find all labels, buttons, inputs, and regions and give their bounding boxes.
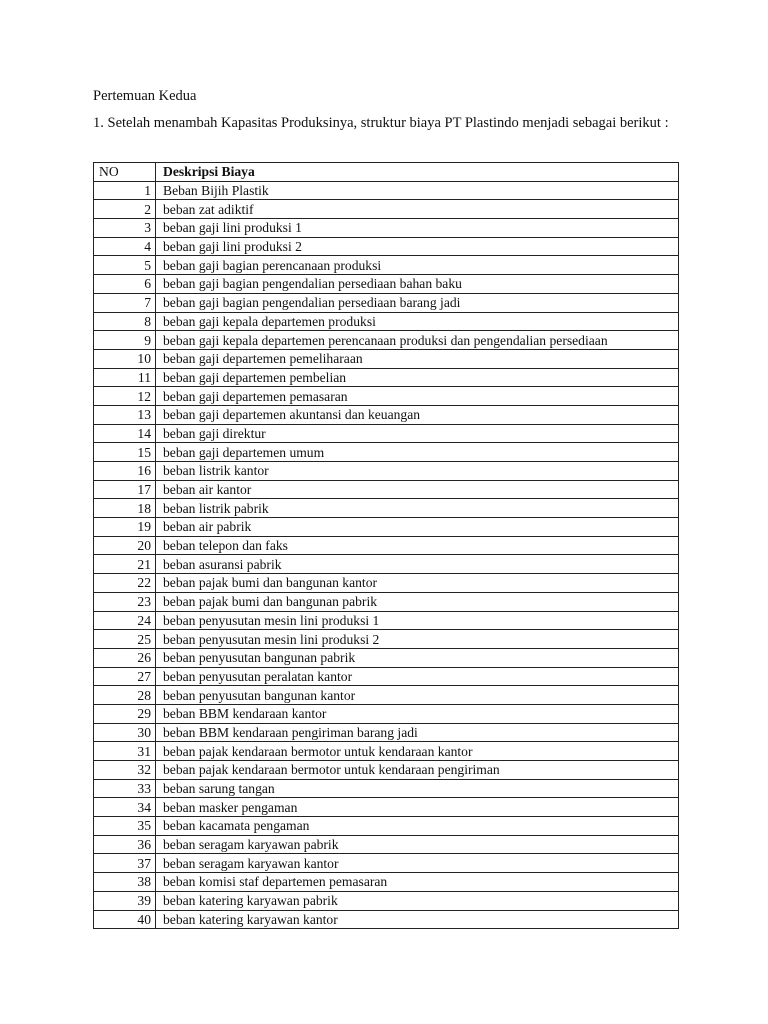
cost-description-cell: beban gaji lini produksi 1 xyxy=(156,219,679,238)
cost-description-cell: beban seragam karyawan kantor xyxy=(156,854,679,873)
cost-description-cell: beban asuransi pabrik xyxy=(156,555,679,574)
table-row xyxy=(94,630,679,649)
cost-description-cell: beban gaji departemen akuntansi dan keuangan xyxy=(156,405,679,424)
cost-description-cell: beban gaji bagian pengendalian persediaan bahan baku xyxy=(156,275,679,294)
row-number-cell: 27 xyxy=(94,667,156,686)
cost-description-cell: beban gaji bagian perencanaan produksi xyxy=(156,256,679,275)
row-number-cell: 26 xyxy=(94,648,156,667)
table-row xyxy=(94,312,679,331)
row-number-cell: 20 xyxy=(94,536,156,555)
table-row xyxy=(94,779,679,798)
table-row xyxy=(94,555,679,574)
row-number-cell: 11 xyxy=(94,368,156,387)
document-heading: Pertemuan Kedua xyxy=(93,88,197,104)
table-row xyxy=(94,891,679,910)
row-number-cell: 34 xyxy=(94,798,156,817)
row-number-cell: 12 xyxy=(94,387,156,406)
row-number-cell: 39 xyxy=(94,891,156,910)
cost-structure-table xyxy=(93,162,679,929)
cost-description-cell: beban gaji bagian pengendalian persediaan barang jadi xyxy=(156,293,679,312)
row-number-cell: 18 xyxy=(94,499,156,518)
row-number-cell: 35 xyxy=(94,817,156,836)
table-row xyxy=(94,723,679,742)
cost-description-cell: beban telepon dan faks xyxy=(156,536,679,555)
row-number-cell: 6 xyxy=(94,275,156,294)
cost-description-cell: beban BBM kendaraan pengiriman barang jadi xyxy=(156,723,679,742)
table-row xyxy=(94,854,679,873)
cost-description-cell: beban penyusutan mesin lini produksi 2 xyxy=(156,630,679,649)
table-row xyxy=(94,237,679,256)
row-number-cell: 31 xyxy=(94,742,156,761)
cost-description-cell: beban air pabrik xyxy=(156,518,679,537)
cost-description-cell: beban gaji departemen pemasaran xyxy=(156,387,679,406)
row-number-cell: 1 xyxy=(94,181,156,200)
cost-description-cell: beban gaji direktur xyxy=(156,424,679,443)
column-header-no: NO xyxy=(94,163,156,182)
table-row xyxy=(94,405,679,424)
row-number-cell: 14 xyxy=(94,424,156,443)
table-row xyxy=(94,742,679,761)
row-number-cell: 21 xyxy=(94,555,156,574)
row-number-cell: 28 xyxy=(94,686,156,705)
cost-description-cell: beban gaji departemen pemeliharaan xyxy=(156,349,679,368)
cost-description-cell: beban penyusutan peralatan kantor xyxy=(156,667,679,686)
row-number-cell: 5 xyxy=(94,256,156,275)
row-number-cell: 36 xyxy=(94,835,156,854)
table-row xyxy=(94,798,679,817)
cost-description-cell: beban listrik kantor xyxy=(156,462,679,481)
table-row xyxy=(94,462,679,481)
row-number-cell: 17 xyxy=(94,480,156,499)
table-row xyxy=(94,835,679,854)
row-number-cell: 32 xyxy=(94,761,156,780)
cost-description-cell: beban kacamata pengaman xyxy=(156,817,679,836)
cost-description-cell: beban gaji departemen pembelian xyxy=(156,368,679,387)
cost-description-cell: beban pajak bumi dan bangunan kantor xyxy=(156,574,679,593)
cost-description-cell: beban gaji departemen umum xyxy=(156,443,679,462)
row-number-cell: 29 xyxy=(94,704,156,723)
table-row xyxy=(94,704,679,723)
row-number-cell: 38 xyxy=(94,873,156,892)
cost-description-cell: beban penyusutan bangunan pabrik xyxy=(156,648,679,667)
cost-description-cell: beban gaji lini produksi 2 xyxy=(156,237,679,256)
table-row xyxy=(94,686,679,705)
row-number-cell: 3 xyxy=(94,219,156,238)
cost-description-cell: beban sarung tangan xyxy=(156,779,679,798)
row-number-cell: 15 xyxy=(94,443,156,462)
table-row xyxy=(94,424,679,443)
row-number-cell: 13 xyxy=(94,405,156,424)
table-row xyxy=(94,648,679,667)
cost-description-cell: Beban Bijih Plastik xyxy=(156,181,679,200)
table-row xyxy=(94,181,679,200)
table-row xyxy=(94,536,679,555)
cost-description-cell: beban pajak kendaraan bermotor untuk kendaraan kantor xyxy=(156,742,679,761)
row-number-cell: 16 xyxy=(94,462,156,481)
cost-description-cell: beban penyusutan bangunan kantor xyxy=(156,686,679,705)
table-row xyxy=(94,518,679,537)
row-number-cell: 40 xyxy=(94,910,156,929)
cost-description-cell: beban listrik pabrik xyxy=(156,499,679,518)
table-row xyxy=(94,200,679,219)
table-header-row xyxy=(94,163,679,182)
cost-description-cell: beban zat adiktif xyxy=(156,200,679,219)
row-number-cell: 7 xyxy=(94,293,156,312)
table-row xyxy=(94,817,679,836)
cost-description-cell: beban komisi staf departemen pemasaran xyxy=(156,873,679,892)
row-number-cell: 33 xyxy=(94,779,156,798)
cost-description-cell: beban gaji kepala departemen produksi xyxy=(156,312,679,331)
table-row xyxy=(94,387,679,406)
cost-description-cell: beban seragam karyawan pabrik xyxy=(156,835,679,854)
table-row xyxy=(94,667,679,686)
row-number-cell: 2 xyxy=(94,200,156,219)
cost-description-cell: beban BBM kendaraan kantor xyxy=(156,704,679,723)
cost-description-cell: beban katering karyawan pabrik xyxy=(156,891,679,910)
table-row xyxy=(94,331,679,350)
table-row xyxy=(94,592,679,611)
row-number-cell: 10 xyxy=(94,349,156,368)
table-row xyxy=(94,611,679,630)
row-number-cell: 24 xyxy=(94,611,156,630)
table-row xyxy=(94,499,679,518)
row-number-cell: 22 xyxy=(94,574,156,593)
row-number-cell: 25 xyxy=(94,630,156,649)
cost-description-cell: beban gaji kepala departemen perencanaan produksi dan pengendalian persediaan xyxy=(156,331,679,350)
cost-description-cell: beban air kantor xyxy=(156,480,679,499)
row-number-cell: 23 xyxy=(94,592,156,611)
cost-description-cell: beban pajak kendaraan bermotor untuk kendaraan pengiriman xyxy=(156,761,679,780)
column-header-description: Deskripsi Biaya xyxy=(156,163,679,182)
table-row xyxy=(94,910,679,929)
table-row xyxy=(94,574,679,593)
row-number-cell: 37 xyxy=(94,854,156,873)
row-number-cell: 30 xyxy=(94,723,156,742)
table-row xyxy=(94,873,679,892)
row-number-cell: 8 xyxy=(94,312,156,331)
cost-description-cell: beban pajak bumi dan bangunan pabrik xyxy=(156,592,679,611)
cost-description-cell: beban penyusutan mesin lini produksi 1 xyxy=(156,611,679,630)
table-row xyxy=(94,256,679,275)
cost-description-cell: beban masker pengaman xyxy=(156,798,679,817)
table-body xyxy=(94,181,679,929)
table-row xyxy=(94,293,679,312)
table-row xyxy=(94,349,679,368)
question-text: 1. Setelah menambah Kapasitas Produksinya, struktur biaya PT Plastindo menjadi sebagai berikut : xyxy=(93,115,669,131)
table-row xyxy=(94,480,679,499)
table-row xyxy=(94,219,679,238)
row-number-cell: 19 xyxy=(94,518,156,537)
table-row xyxy=(94,443,679,462)
table-row xyxy=(94,368,679,387)
row-number-cell: 9 xyxy=(94,331,156,350)
cost-description-cell: beban katering karyawan kantor xyxy=(156,910,679,929)
table-row xyxy=(94,275,679,294)
table-row xyxy=(94,761,679,780)
row-number-cell: 4 xyxy=(94,237,156,256)
